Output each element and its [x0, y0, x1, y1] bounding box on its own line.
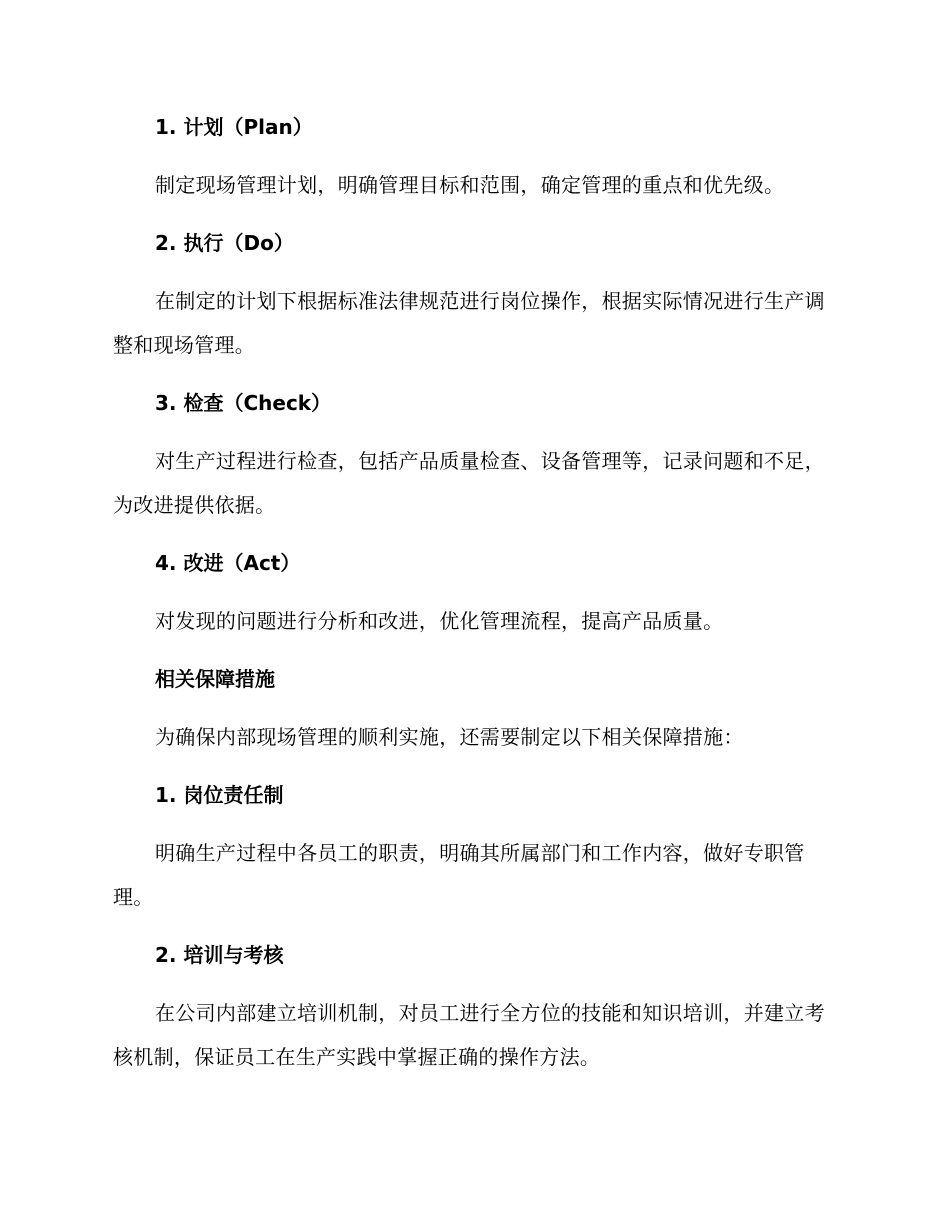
paragraph-act: 对发现的问题进行分析和改进，优化管理流程，提高产品质量。 [155, 609, 724, 633]
paragraph-safeguards: 为确保内部现场管理的顺利实施，还需要制定以下相关保障措施： [155, 725, 744, 749]
heading-do: 2. 执行（Do） [155, 231, 294, 255]
paragraph-do: 在制定的计划下根据标准法律规范进行岗位操作，根据实际情况进行生产调整和现场管理。 [113, 289, 825, 357]
heading-check: 3. 检查（Check） [155, 391, 332, 415]
paragraph-responsibility: 明确生产过程中各员工的职责，明确其所属部门和工作内容，做好专职管理。 [113, 841, 805, 909]
paragraph-training: 在公司内部建立培训机制，对员工进行全方位的技能和知识培训，并建立考核机制，保证员工在生产实践中掌握正确的操作方法。 [113, 1001, 825, 1069]
heading-responsibility: 1. 岗位责任制 [155, 783, 284, 807]
heading-act: 4. 改进（Act） [155, 551, 301, 575]
heading-training: 2. 培训与考核 [155, 943, 284, 967]
heading-safeguards: 相关保障措施 [155, 667, 275, 691]
paragraph-check: 对生产过程进行检查，包括产品质量检查、设备管理等，记录问题和不足，为改进提供依据。 [113, 449, 825, 517]
paragraph-plan: 制定现场管理计划，明确管理目标和范围，确定管理的重点和优先级。 [155, 173, 785, 197]
document-page [113, 105, 835, 1093]
heading-plan: 1. 计划（Plan） [155, 115, 313, 139]
